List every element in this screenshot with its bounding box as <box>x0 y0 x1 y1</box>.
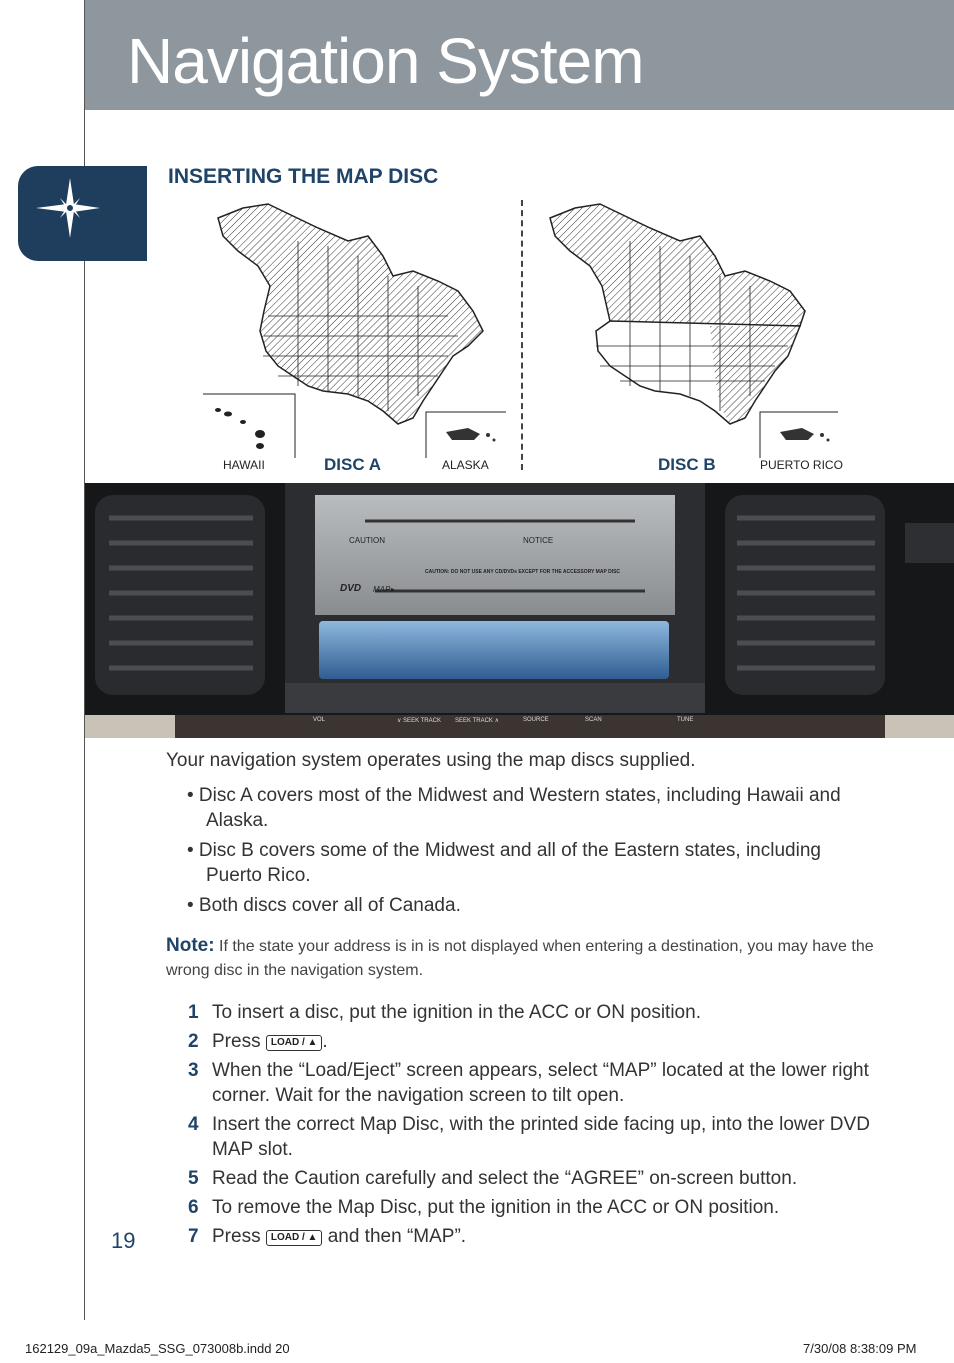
step-text: Read the Caution carefully and select the “AGREE” on-screen button. <box>212 1168 798 1189</box>
step-item <box>188 1112 888 1162</box>
alaska-label: ALASKA <box>442 458 489 472</box>
puerto-rico-label: PUERTO RICO <box>760 458 843 472</box>
seek-down-button: ∨ SEEK TRACK <box>397 718 441 724</box>
step-item <box>188 1029 888 1054</box>
tune-button: TUNE <box>677 717 694 723</box>
dashboard-illustration <box>85 483 954 738</box>
step-text: To insert a disc, put the ignition in the ACC or ON position. <box>212 1002 701 1023</box>
page-number: 19 <box>111 1228 136 1253</box>
seek-up-button: SEEK TRACK ∧ <box>455 718 499 724</box>
disc-b-map <box>530 196 842 458</box>
step-number: 2 <box>188 1031 199 1052</box>
step-number: 3 <box>188 1060 199 1081</box>
page-title: Navigation System <box>127 25 644 97</box>
step-number: 5 <box>188 1168 199 1189</box>
step-text: Press <box>212 1031 266 1052</box>
disc-coverage-list <box>187 783 867 923</box>
step-text: . <box>322 1031 328 1052</box>
section-tab <box>18 166 147 261</box>
vol-button: VOL <box>313 717 326 723</box>
step-text: and then “MAP”. <box>322 1226 467 1247</box>
notice-label: NOTICE <box>523 536 554 545</box>
load-eject-key-icon: LOAD / ▲ <box>266 1035 323 1051</box>
step-text: To remove the Map Disc, put the ignition in the ACC or ON position. <box>212 1197 780 1218</box>
scan-button: SCAN <box>585 717 602 723</box>
load-eject-key-icon: LOAD / ▲ <box>266 1230 323 1246</box>
section-title: INSERTING THE MAP DISC <box>168 165 439 188</box>
dvd-logo: DVD <box>340 583 362 594</box>
disc-a-map <box>198 196 510 458</box>
footer-timestamp: 7/30/08 8:38:09 PM <box>803 1341 917 1356</box>
step-item <box>188 1195 888 1220</box>
source-button: SOURCE <box>523 717 549 723</box>
compass-star-icon <box>18 166 147 261</box>
step-text: Insert the correct Map Disc, with the printed side facing up, into the lower DVD MAP slot. <box>212 1114 870 1160</box>
note-text: If the state your address is in is not displayed when entering a destination, you may have the wrong disc in the navigation system. <box>166 938 874 979</box>
list-item: • Both discs cover all of Canada. <box>187 895 461 916</box>
map-divider <box>521 200 523 470</box>
disc-b-label: DISC B <box>658 455 716 474</box>
step-item <box>188 1058 888 1108</box>
list-item: • Disc A covers most of the Midwest and Western states, including Hawaii and Alaska. <box>187 785 841 831</box>
step-number: 7 <box>188 1226 199 1247</box>
step-item <box>188 1000 888 1025</box>
step-number: 1 <box>188 1002 199 1023</box>
disc-a-label: DISC A <box>324 455 381 474</box>
step-text: Press <box>212 1226 266 1247</box>
hawaii-label: HAWAII <box>223 458 265 472</box>
step-number: 6 <box>188 1197 199 1218</box>
map-slot-label: MAP▸ <box>373 585 395 594</box>
steps-list <box>188 1000 888 1253</box>
header-banner <box>85 0 954 110</box>
step-number: 4 <box>188 1114 199 1135</box>
note-paragraph <box>166 934 886 983</box>
disc-warning-text: CAUTION: DO NOT USE ANY CD/DVDs EXCEPT FOR THE ACCESSORY MAP DISC <box>425 569 621 575</box>
step-text: When the “Load/Eject” screen appears, select “MAP” located at the lower right corner. Wait for the navigation screen to tilt open. <box>212 1060 869 1106</box>
navigation-unit-photo <box>85 483 954 738</box>
list-item: • Disc B covers some of the Midwest and all of the Eastern states, including Puerto Rico. <box>187 840 821 886</box>
footer-filename: 162129_09a_Mazda5_SSG_073008b.indd 20 <box>25 1341 290 1356</box>
intro-text: Your navigation system operates using the map discs supplied. <box>166 750 696 771</box>
step-item <box>188 1166 888 1191</box>
step-item <box>188 1224 888 1249</box>
note-label: Note: <box>166 935 215 956</box>
caution-label: CAUTION <box>349 536 385 545</box>
